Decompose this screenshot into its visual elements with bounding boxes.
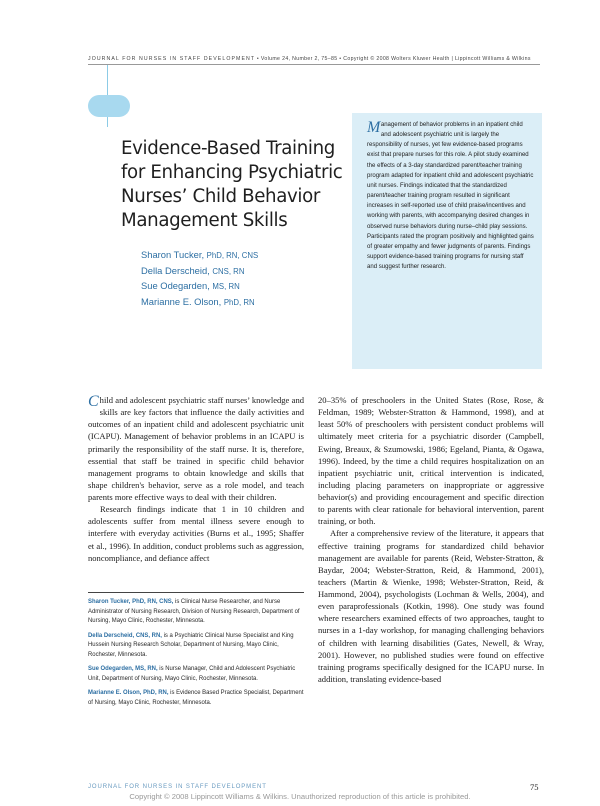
author-note — [88, 665, 306, 684]
author-note-name: Sue Odegarden, MS, RN, — [88, 666, 158, 672]
header-journal: JOURNAL FOR NURSES IN STAFF DEVELOPMENT — [88, 56, 256, 62]
header-citation: Volume 24, Number 2, 75–85 — [260, 56, 338, 62]
author-credentials: PhD, RN, CNS — [206, 251, 259, 260]
author-note-name: Della Derscheid, CNS, RN, — [88, 632, 162, 639]
author-note — [88, 689, 306, 708]
body-column-right — [318, 394, 544, 685]
body-paragraph: 20–35% of preschoolers in the United States (Rose, Rose, & Feldman, 1989; Webster-Stratton & Hammond, 1998), and at least 50% of preschoolers with persistent conduct problems will ultimately meet criteria for a psychiatric disorder (Campbell, Ewing, Breaux, & Szumowski, 1986; Egeland, Pianta, & Ogawa, 1996). Indeed, by the time a child requires hospitalization on an inpatient psychiatric unit, critical intervention is indicated, including placing parameters on inappropriate or aggressive behavior(s) and providing encouragement and specific direction to parents with clear rationale for behavioral intervention, parent training, or both. — [318, 395, 544, 527]
header-copyright: Copyright © 2008 Wolters Kluwer Health | Lippincott Williams & Wilkins — [343, 56, 531, 62]
author-notes — [88, 598, 306, 713]
abstract-dropcap: M — [367, 119, 381, 136]
body-dropcap: C — [88, 393, 99, 410]
author-note-text: is a Psychiatric Clinical Nurse Specialist and King Hussein Nursing Research Scholar, Department of Nursing, Mayo Clinic, Rochester, Minnesota. — [88, 632, 294, 658]
author-list — [141, 248, 351, 310]
body-paragraph: Research findings indicate that 1 in 10 children and adolescents suffer from mental illness severe enough to interfere with everyday activities (Burns et al., 1995; Shaffer et al., 1996). In addition, conduct problems such as aggression, noncompliance, and defiance affect — [88, 504, 304, 563]
author-note — [88, 598, 306, 627]
author-note-name: Sharon Tucker, PhD, RN, CNS, — [88, 599, 174, 605]
author-name: Sharon Tucker, — [141, 249, 205, 260]
author-3 — [141, 279, 351, 295]
body-column-left — [88, 394, 304, 564]
decorative-marker — [88, 65, 130, 127]
abstract-text — [352, 113, 542, 272]
author-1 — [141, 248, 351, 264]
abstract-box — [352, 113, 542, 369]
author-credentials: MS, RN — [212, 282, 240, 291]
header-rule — [88, 64, 540, 65]
author-notes-rule — [88, 592, 304, 593]
author-credentials: CNS, RN — [212, 266, 245, 276]
page-number: 75 — [530, 782, 539, 792]
author-note-name: Marianne E. Olson, PhD, RN, — [88, 690, 169, 696]
paragraph-text: hild and adolescent psychiatric staff nurses’ knowledge and skills are key factors that influence the daily activities and outcomes of an inpatient child and adolescent psychiatric unit (ICAPU). Management of behavior problems in an ICAPU is primarily the responsibility of the staff nurse. It is, therefore, essential that staff be trained in specific child behavior management programs to obtain knowledge and skills that shape children's behavior, serve as a role model, and teach parents more effective ways to deal with their children. — [88, 395, 304, 502]
body-paragraph — [88, 394, 304, 503]
article-title: Evidence-Based Training for Enhancing Psychiatric Nurses’ Child Behavior Management Skills — [121, 138, 343, 231]
author-note-text: is Evidence Based Practice Specialist, Department of Nursing, Mayo Clinic, Rochester, Minnesota. — [88, 690, 304, 706]
running-header: JOURNAL FOR NURSES IN STAFF DEVELOPMENT • Volume 24, Number 2, 75–85 • Copyright © 2008 Wolters Kluwer Health | Lippincott Williams & Wilkins — [88, 56, 531, 62]
author-2 — [141, 264, 351, 280]
abstract-body: anagement of behavior problems in an inpatient child and adolescent psychiatric unit is largely the responsibility of nurses, yet few evidence-based programs exist that prepare nurses for this role. A pilot study examined the effects of a 3-day standardized parent/teacher training program adapted for inpatient child and adolescent psychiatric unit nurses. Findings indicated that the standardized parent/teacher training program resulted in significant increases in self-reported use of child praise/incentives and working with parents, with accompanying desired changes in observed nurse behaviors during nurse–child play sessions. Participants rated the program positively and highlighted gains of greater empathy and fewer judgments of parents. Findings support evidence-based training programs for nursing staff and suggest further research. — [367, 122, 534, 271]
author-note — [88, 632, 306, 661]
author-name: Della Derscheid, — [141, 264, 210, 276]
decorative-pill — [88, 95, 130, 117]
author-4 — [141, 295, 351, 311]
author-name: Marianne E. Olson, — [141, 295, 222, 307]
author-note-text: is Clinical Nurse Researcher, and Nurse Administrator of Nursing Research, Division of Nursing Research, Department of Nursing, Mayo Clinic, Rochester, Minnesota. — [88, 599, 300, 624]
running-footer: JOURNAL FOR NURSES IN STAFF DEVELOPMENT — [88, 784, 267, 790]
copyright-notice: Copyright © 2008 Lippincott Williams & Wilkins. Unauthorized reproduction of this article is prohibited. — [129, 792, 471, 801]
author-credentials: PhD, RN — [223, 297, 255, 307]
body-paragraph: After a comprehensive review of the literature, it appears that effective training programs for standardized child behavior management are available for parents (Reid, Webster-Stratton, & Baydar, 2004; Webster-Stratton, Reid, & Hammond, 2001), teachers (Martin & Wienke, 1998; Webster-Stratton, Reid, & Hammond, 2004), psychologists (Lochman & Wells, 2004), and even paraprofessionals (Kotkin, 1998). One study was found where researchers examined effects of two approaches, taught to nurses in a 1-day workshop, for managing challenging behaviors of children with learning disabilities (Gates, Newell, & Wray, 2001). However, no published studies were found on effective training programs specifically designed for the ICAPU nurse. In addition, translating evidence-based — [318, 528, 544, 684]
author-note-text: is Nurse Manager, Child and Adolescent Psychiatric Unit, Department of Nursing, Mayo Clinic, Rochester, Minnesota. — [88, 666, 296, 682]
author-name: Sue Odegarden, — [141, 280, 210, 291]
